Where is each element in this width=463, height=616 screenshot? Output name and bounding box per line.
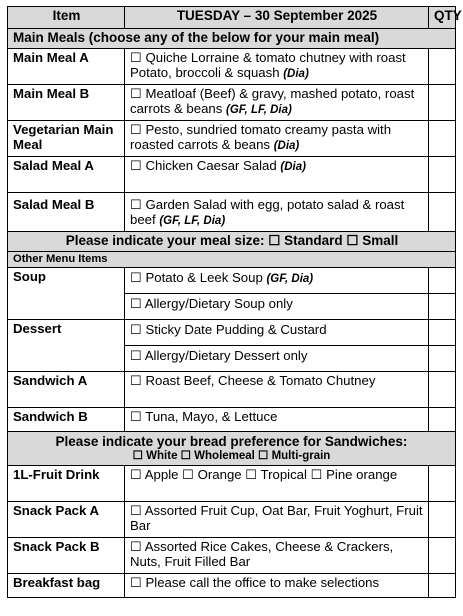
bread-preference-options: ☐ White ☐ Wholemeal ☐ Multi-grain [132,450,331,462]
item-label: Sandwich A [8,372,125,408]
description-text: ☐ Pesto, sundried tomato creamy pasta with roasted carrots & beans [130,122,392,152]
meal-size-prompt[interactable]: Please indicate your meal size: ☐ Standard ☐ Small [8,232,456,252]
item-description[interactable]: ☐ Assorted Fruit Cup, Oat Bar, Fruit Yoghurt, Fruit Bar [125,502,429,538]
dietary-tag: (Dia) [283,68,309,80]
item-description[interactable]: ☐ Allergy/Dietary Dessert only [125,346,429,372]
item-description[interactable]: ☐ Apple ☐ Orange ☐ Tropical ☐ Pine orange [125,466,429,502]
section-meal-size [8,232,456,252]
bread-preference-title: Please indicate your bread preference for Sandwiches: [55,434,408,449]
section-main-meals-label: Main Meals (choose any of the below for your main meal) [8,29,456,49]
qty-cell[interactable] [429,49,456,85]
item-description[interactable] [125,85,429,121]
item-label: Dessert [8,320,125,372]
item-label: Snack Pack A [8,502,125,538]
qty-cell[interactable] [429,268,456,294]
item-label: Breakfast bag [8,574,125,598]
section-main-meals [8,29,456,49]
header-item: Item [8,7,125,29]
description-text: ☐ Meatloaf (Beef) & gravy, mashed potato, roast carrots & beans [130,86,415,116]
dietary-tag: (GF, LF, Dia) [159,215,226,227]
item-description[interactable]: ☐ Tuna, Mayo, & Lettuce [125,408,429,432]
table-row [8,466,456,502]
item-label: Salad Meal A [8,157,125,193]
item-description[interactable]: ☐ Please call the office to make selections [125,574,429,598]
table-row [8,574,456,598]
qty-cell[interactable] [429,574,456,598]
qty-cell[interactable] [429,121,456,157]
item-label: 1L-Fruit Drink [8,466,125,502]
section-other-items-label: Other Menu Items [8,252,456,268]
item-description[interactable]: ☐ Roast Beef, Cheese & Tomato Chutney [125,372,429,408]
item-label: Snack Pack B [8,538,125,574]
item-label: Vegetarian Main Meal [8,121,125,157]
description-text: ☐ Potato & Leek Soup [130,270,263,285]
qty-cell[interactable] [429,372,456,408]
item-description[interactable]: ☐ Sticky Date Pudding & Custard [125,320,429,346]
table-row [8,85,456,121]
bread-preference-prompt[interactable] [8,432,456,466]
item-description[interactable]: ☐ Allergy/Dietary Soup only [125,294,429,320]
item-description[interactable] [125,193,429,232]
qty-cell[interactable] [429,466,456,502]
menu-table [7,6,462,598]
header-date: TUESDAY – 30 September 2025 [125,7,429,29]
qty-cell[interactable] [429,157,456,193]
table-row [8,49,456,85]
qty-cell[interactable] [429,294,456,320]
description-text: ☐ Quiche Lorraine & tomato chutney with roast Potato, broccoli & squash [130,50,406,80]
qty-cell[interactable] [429,320,456,346]
table-row [8,121,456,157]
dietary-tag: (GF, LF, Dia) [226,104,292,116]
item-description[interactable] [125,268,429,294]
item-description[interactable] [125,121,429,157]
item-label: Main Meal B [8,85,125,121]
table-row [8,538,456,574]
item-label: Main Meal A [8,49,125,85]
table-row [8,157,456,193]
header-row [8,7,456,29]
section-other-items [8,252,456,268]
item-label: Salad Meal B [8,193,125,232]
qty-cell[interactable] [429,346,456,372]
dietary-tag: (GF, Dia) [266,273,314,285]
qty-cell[interactable] [429,538,456,574]
table-row [8,320,456,346]
item-label: Soup [8,268,125,320]
item-description[interactable]: ☐ Assorted Rice Cakes, Cheese & Crackers, Nuts, Fruit Filled Bar [125,538,429,574]
description-text: ☐ Garden Salad with egg, potato salad & roast beef [130,197,405,227]
item-description[interactable] [125,49,429,85]
section-bread-preference [8,432,456,466]
item-description[interactable] [125,157,429,193]
header-qty: QTY [429,7,456,29]
dietary-tag: (Dia) [273,140,300,152]
qty-cell[interactable] [429,193,456,232]
table-row [8,193,456,232]
table-row [8,372,456,408]
table-row [8,408,456,432]
qty-cell[interactable] [429,408,456,432]
description-text: ☐ Chicken Caesar Salad [130,158,277,173]
dietary-tag: (Dia) [280,161,306,173]
table-row [8,268,456,294]
qty-cell[interactable] [429,85,456,121]
item-label: Sandwich B [8,408,125,432]
qty-cell[interactable] [429,502,456,538]
table-row [8,502,456,538]
